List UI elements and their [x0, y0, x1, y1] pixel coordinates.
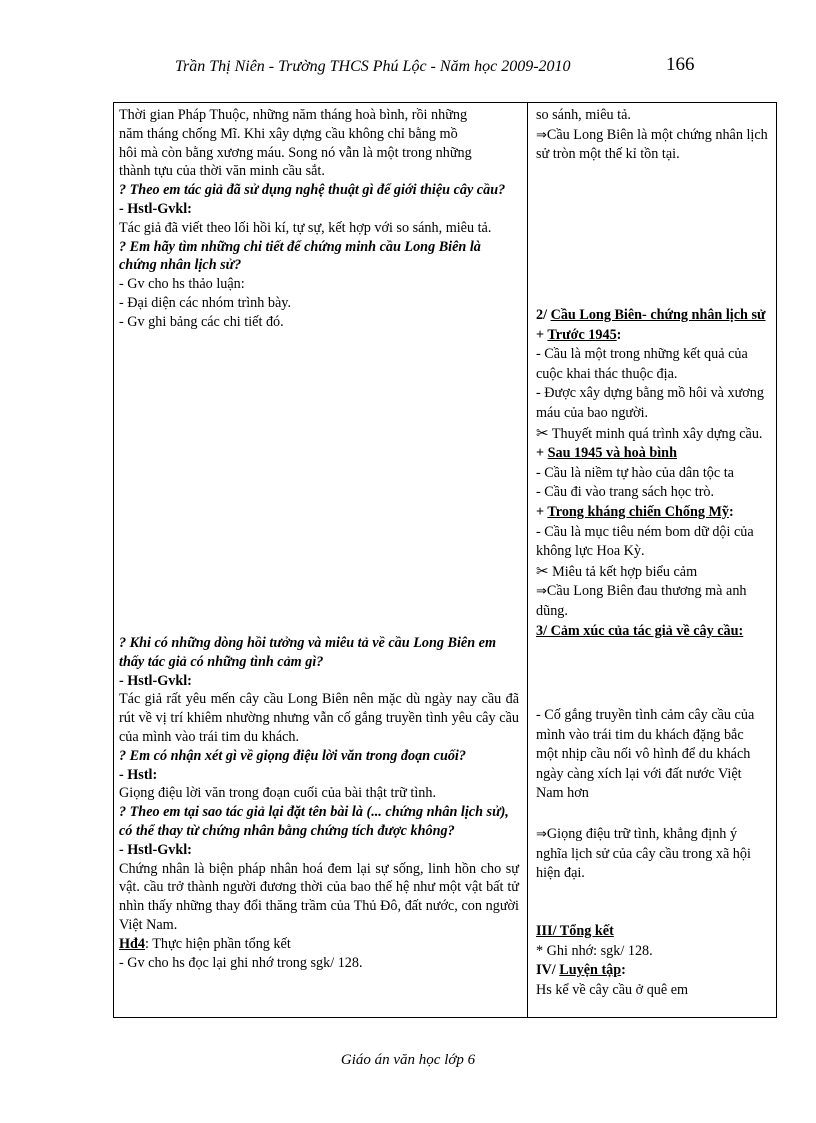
answer-label: - Hstl-Gvkl:: [119, 841, 192, 858]
period-war: [536, 503, 768, 523]
period-before-1945: [536, 326, 768, 346]
plus-marker: +: [536, 326, 548, 343]
section-iv-number: IV/: [536, 962, 560, 979]
scissors-icon: ✂: [536, 423, 549, 442]
colon: :: [728, 503, 734, 520]
note-text: - Cầu là một trong những kết quả của cuộc khai thác thuộc địa.: [536, 346, 748, 382]
note-text: - Cầu là mục tiêu ném bom dữ dội của không lực Hoa Kỳ.: [536, 523, 754, 560]
right-section-3: [536, 706, 768, 804]
answer-text: Giọng điệu lời văn trong đoạn cuối của bài thật trữ tình.: [119, 785, 437, 802]
answer-text: Tác giả rất yêu mến cây cầu Long Biên nên mặc dù ngày nay cầu đã rút về vị trí khiêm nhường nhưng vẫn cố gắng truyền tình yêu cây cầu của mình vào trái tim du khách.: [119, 691, 519, 745]
intro-line: thành tựu của thời văn minh cầu sắt.: [119, 163, 325, 180]
intro-line: năm tháng chống Mĩ. Khi xây dựng cầu không chỉ bằng mồ: [119, 125, 458, 142]
colon: :: [616, 326, 622, 343]
intro-line: Thời gian Pháp Thuộc, những năm tháng hoà bình, rồi những: [119, 107, 468, 123]
period-label: Trước 1945: [547, 326, 617, 343]
section-iii-title: / Tổng kết: [552, 923, 614, 939]
note-conclusion: Cầu Long Biên là một chứng nhân lịch sử tròn một thế kỉ tồn tại.: [536, 126, 768, 163]
implies-arrow-icon: ⇒: [536, 584, 547, 600]
left-intro: [119, 106, 519, 332]
right-summary: [536, 922, 768, 1000]
right-section-2: [536, 306, 768, 641]
section-iii-heading: [536, 922, 768, 942]
question-title: ? Theo em tại sao tác giả lại đặt tên bài là (... chứng nhân lịch sử), có thể thay từ chứng nhân bằng chứng tích được không?: [119, 804, 509, 839]
question-tone: ? Em có nhận xét gì về giọng điệu lời văn trong đoạn cuối?: [119, 747, 466, 764]
page-number: 166: [666, 54, 695, 75]
activity-line: - Gv cho hs đọc lại ghi nhớ trong sgk/ 128.: [119, 954, 363, 971]
activity-4-text: : Thực hiện phần tổng kết: [145, 935, 291, 952]
activity-line: - Gv ghi bảng các chi tiết đó.: [119, 313, 284, 330]
answer-label: - Hstl-Gvkl:: [119, 200, 192, 217]
column-divider: [527, 102, 528, 1018]
note-text: - Cố gắng truyền tình cảm cây cầu của mình vào trái tim du khách đặng bắc một nhịp cầu nối vô hình để du khách ngày càng xích lại với đất nước Việt Nam hơn: [536, 707, 755, 802]
answer-text: Tác giả đã viết theo lối hồi kí, tự sự, kết hợp với so sánh, miêu tả.: [119, 219, 492, 236]
note-text: [536, 424, 768, 445]
note-text: - Cầu đi vào trang sách học trò.: [536, 484, 715, 501]
section-iv-heading: [536, 961, 768, 981]
scissors-icon: ✂: [536, 561, 549, 580]
section-2-heading: [536, 306, 768, 326]
right-top: [536, 106, 768, 165]
period-label: Trong kháng chiến Chống Mỹ: [547, 503, 729, 520]
note-text: - Được xây dựng bằng mồ hôi và xương máu của bao người.: [536, 385, 764, 421]
note-text: so sánh, miêu tả.: [536, 107, 631, 123]
implies-arrow-icon: ⇒: [536, 827, 547, 842]
right-tone: [536, 825, 768, 884]
note-conclusion: Thuyết minh quá trình xây dựng cầu.: [548, 425, 763, 442]
note-conclusion: Cầu Long Biên đau thương mà anh dũng.: [536, 583, 747, 619]
section-3-heading: 3/ Cảm xúc của tác giả về cây cầu:: [536, 622, 744, 639]
section-2-number: 2/: [536, 307, 551, 323]
note-conclusion: Miêu tả kết hợp biểu cảm: [548, 563, 698, 580]
question-evidence: ? Em hãy tìm những chi tiết để chứng minh cầu Long Biên là chứng nhân lịch sử?: [119, 238, 481, 274]
answer-label: - Hstl-Gvkl:: [119, 672, 192, 689]
activity-line: - Đại diện các nhóm trình bày.: [119, 294, 292, 311]
left-lower: [119, 634, 519, 972]
period-after-1945: [536, 444, 768, 464]
note-text: [536, 562, 768, 583]
activity-4-label: Hđ4: [119, 935, 146, 952]
note-conclusion: Giọng điệu trữ tình, khẳng định ý nghĩa lịch sử của cây cầu trong xã hội hiện đại.: [536, 826, 751, 882]
answer-text: Chứng nhân là biện pháp nhân hoá đem lại sự sống, linh hồn cho sự vật. cầu trở thành người đương thời của bao thế hệ như một vật bất tử nhìn thấy những thay đổi thăng trầm của Thủ Đô, đất nước, con người Việt Nam.: [119, 860, 519, 933]
note-text: [536, 825, 768, 884]
plus-marker: +: [536, 503, 548, 520]
header-text: Trần Thị Niên - Trường THCS Phú Lộc - Năm học 2009-2010: [175, 58, 571, 75]
page-footer: Giáo án văn học lớp 6: [340, 1052, 476, 1068]
answer-label: - Hstl:: [119, 766, 158, 783]
note-text: * Ghi nhớ: sgk/ 128.: [536, 942, 653, 959]
plus-marker: +: [536, 445, 548, 462]
question-feelings: ? Khi có những dòng hồi tưởng và miêu tả về cầu Long Biên em thấy tác giả có những tình cảm gì?: [119, 635, 496, 670]
note-text: Hs kể về cây cầu ở quê em: [536, 981, 689, 998]
implies-arrow-icon: ⇒: [536, 127, 547, 143]
intro-line: hôi mà còn bằng xương máu. Song nó vẫn là một trong những: [119, 144, 472, 161]
activity-4: [119, 935, 519, 954]
section-2-title: Cầu Long Biên- chứng nhân lịch sử: [550, 307, 766, 323]
activity-line: - Gv cho hs thảo luận:: [119, 276, 245, 293]
period-label: Sau 1945 và hoà bình: [547, 445, 677, 462]
question-art: ? Theo em tác giả đã sử dụng nghệ thuật gì để giới thiệu cây cầu?: [119, 182, 506, 199]
note-text: [536, 126, 768, 165]
note-text: - Cầu là niềm tự hào của dân tộc ta: [536, 464, 734, 481]
page-header: [0, 52, 816, 82]
section-iv-title: Luyện tập: [559, 962, 622, 979]
colon: :: [621, 962, 626, 979]
note-text: [536, 582, 768, 621]
section-iii-number: III: [536, 923, 553, 939]
